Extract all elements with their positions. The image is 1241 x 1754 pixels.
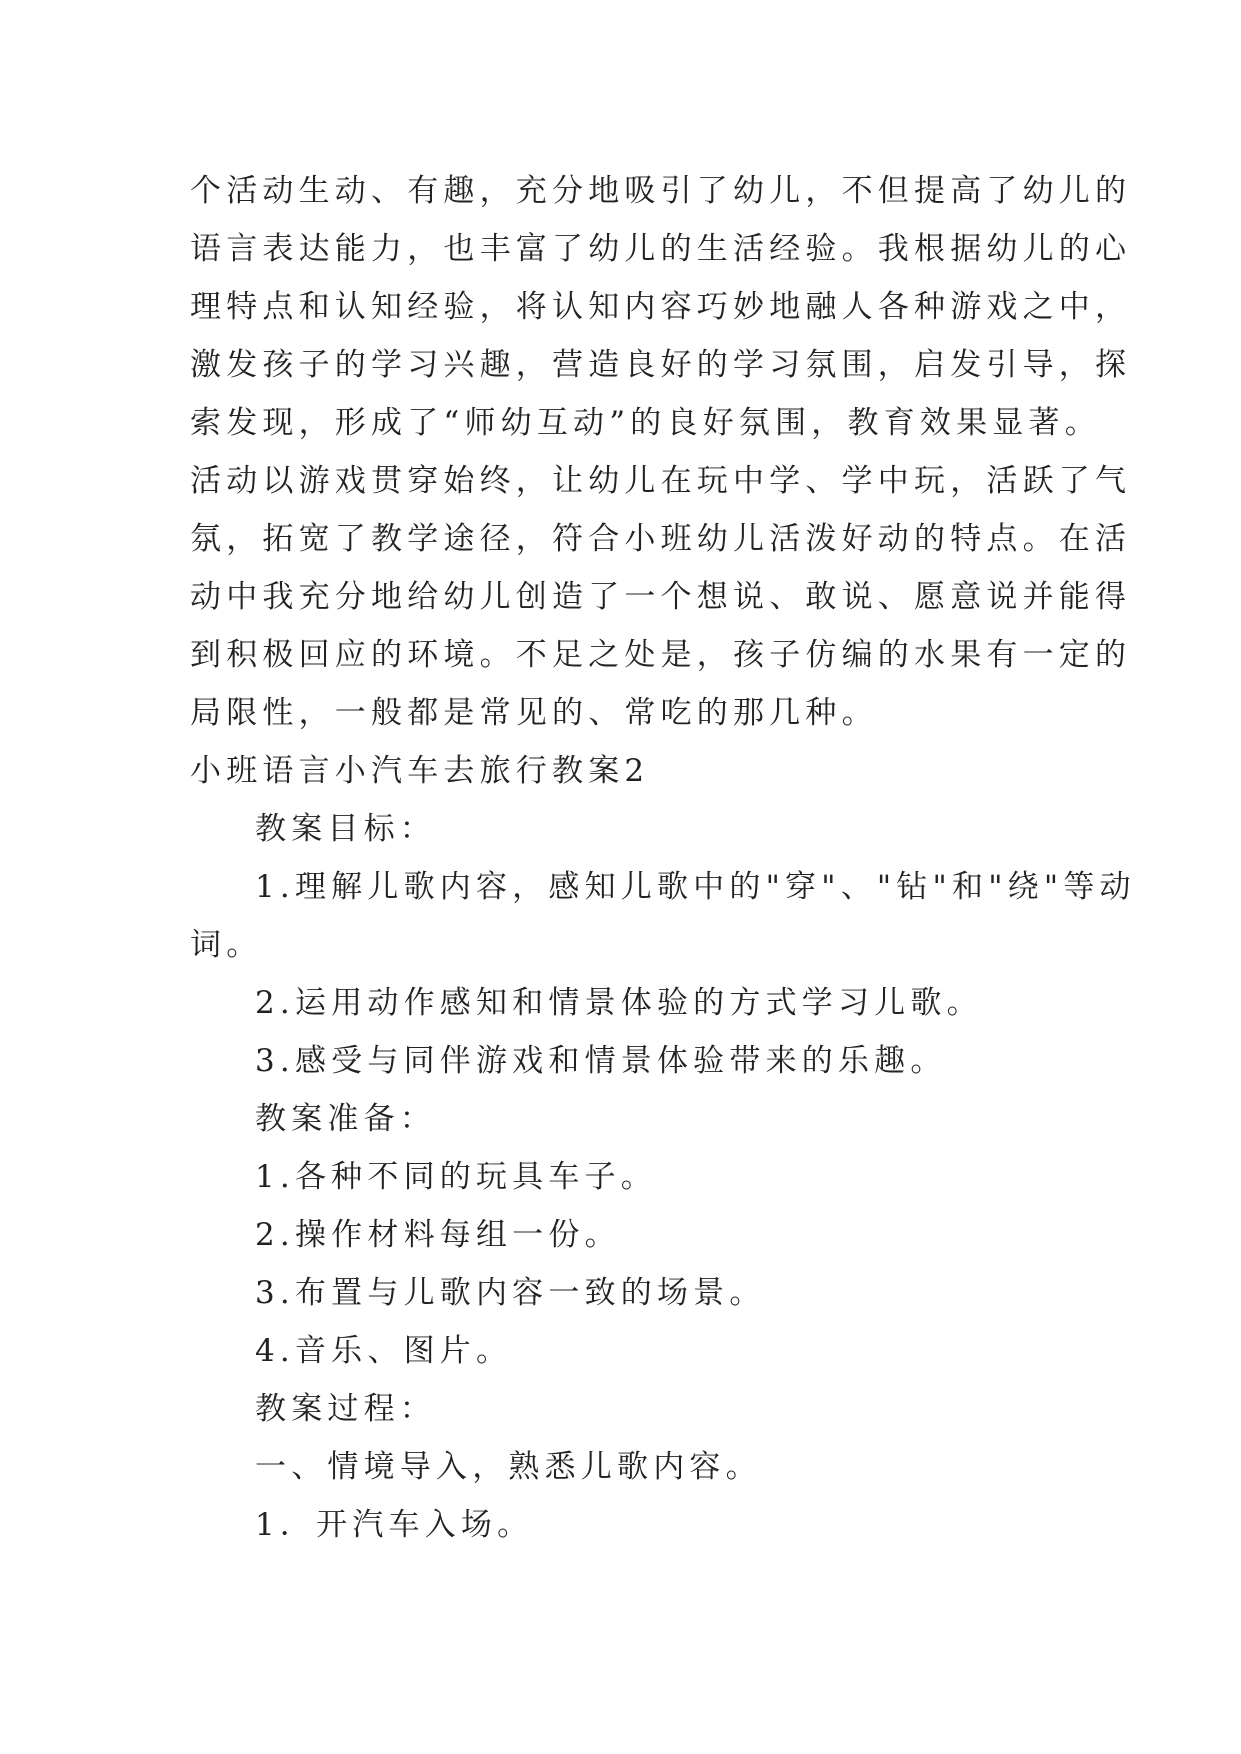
process-step: 一、情境导入，熟悉儿歌内容。 bbox=[255, 1449, 762, 1485]
paragraph-line: 活动以游戏贯穿始终，让幼儿在玩中学、学中玩，活跃了气 bbox=[190, 463, 1132, 499]
document-body bbox=[190, 162, 1136, 1554]
paragraph-line: 理特点和认知经验，将认知内容巧妙地融人各种游戏之中， bbox=[190, 289, 1132, 325]
goal-item: 2.运用动作感知和情景体验的方式学习儿歌。 bbox=[255, 985, 983, 1021]
paragraph-line: 氛，拓宽了教学途径，符合小班幼儿活泼好动的特点。在活 bbox=[190, 521, 1132, 557]
prep-item: 1.各种不同的玩具车子。 bbox=[255, 1159, 657, 1195]
prep-item: 2.操作材料每组一份。 bbox=[255, 1217, 621, 1253]
prep-heading: 教案准备： bbox=[255, 1101, 436, 1137]
paragraph-line: 激发孩子的学习兴趣，营造良好的学习氛围，启发引导，探 bbox=[190, 347, 1132, 383]
goal-item: 1.理解儿歌内容，感知儿歌中的"穿"、"钻"和"绕"等动 bbox=[255, 869, 1136, 905]
goals-heading: 教案目标： bbox=[255, 811, 436, 847]
prep-item: 4.音乐、图片。 bbox=[255, 1333, 513, 1369]
process-heading: 教案过程： bbox=[255, 1391, 436, 1427]
paragraph-line: 动中我充分地给幼儿创造了一个想说、敢说、愿意说并能得 bbox=[190, 579, 1132, 615]
section-title: 小班语言小汽车去旅行教案2 bbox=[190, 753, 650, 789]
paragraph-line: 到积极回应的环境。不足之处是，孩子仿编的水果有一定的 bbox=[190, 637, 1132, 673]
paragraph-line: 索发现，形成了“师幼互动”的良好氛围，教育效果显著。 bbox=[190, 405, 1101, 441]
process-substep: 1．开汽车入场。 bbox=[255, 1507, 534, 1543]
paragraph-line: 局限性，一般都是常见的、常吃的那几种。 bbox=[190, 695, 878, 731]
goal-item-continuation: 词。 bbox=[190, 927, 263, 963]
paragraph-line: 个活动生动、有趣，充分地吸引了幼儿，不但提高了幼儿的 bbox=[190, 173, 1132, 209]
paragraph-line: 语言表达能力，也丰富了幼儿的生活经验。我根据幼儿的心 bbox=[190, 231, 1132, 267]
goal-item: 3.感受与同伴游戏和情景体验带来的乐趣。 bbox=[255, 1043, 947, 1079]
prep-item: 3.布置与儿歌内容一致的场景。 bbox=[255, 1275, 766, 1311]
